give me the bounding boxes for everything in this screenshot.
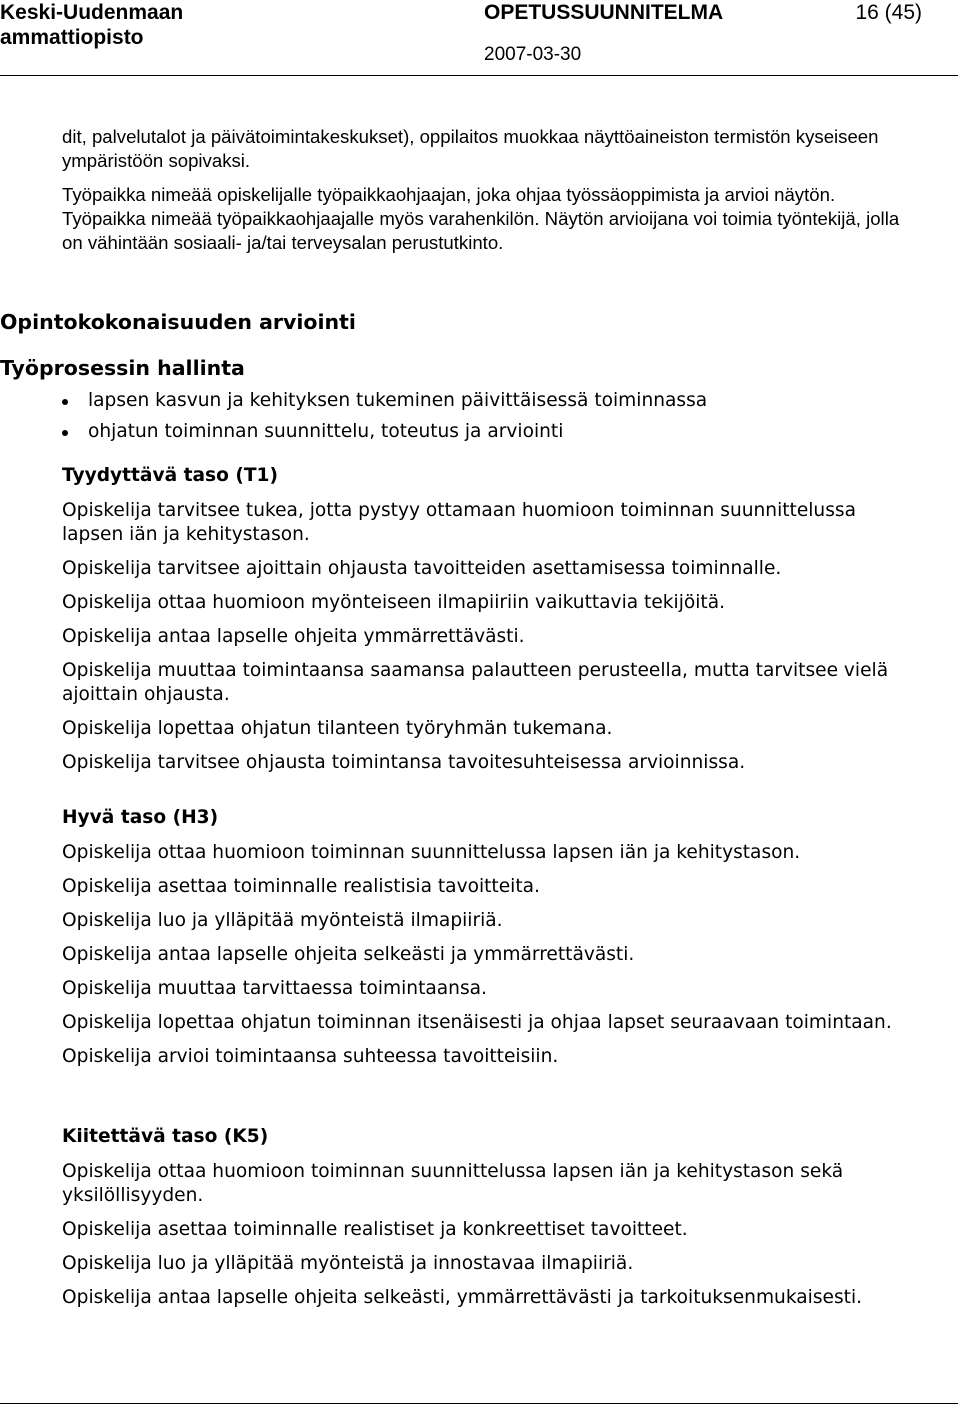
intro-paragraph-1: dit, palvelutalot ja päivätoimintakeskukset), oppilaitos muokkaa näyttöaineiston termistön kyseiseen ympäristöön sopivaksi. (62, 126, 879, 171)
criterion-item: Opiskelija asettaa toiminnalle realistisia tavoitteita. (62, 876, 540, 897)
intro-paragraph-2: Työpaikka nimeää opiskelijalle työpaikkaohjaajan, joka ohjaa työssäoppimista ja arvioi näytön. Työpaikka nimeää työpaikkaohjaajalle myös varahenkilön. Näytön arvioijana voi toimia työntekijä, jolla on vähintään sosiaali- ja/tai terveysalan perustutkinto. (62, 184, 900, 253)
criterion-item: Opiskelija arvioi toimintaansa suhteessa tavoitteisiin. (62, 1046, 559, 1067)
organization-name-line2: ammattiopisto (0, 26, 144, 49)
criterion-item: Opiskelija tarvitsee tukea, jotta pystyy ottamaan huomioon toiminnan suunnittelussa lapsen iän ja kehitystason. (62, 500, 856, 545)
criterion-item: Opiskelija ottaa huomioon toiminnan suunnittelussa lapsen iän ja kehitystason sekä yksilöllisyyden. (62, 1161, 844, 1206)
page-number: 16 (45) (855, 1, 922, 24)
criterion-item: Opiskelija luo ja ylläpitää myönteistä ilmapiiriä. (62, 910, 503, 931)
level-title-k5: Kiitettävä taso (K5) (62, 1126, 269, 1147)
criterion-item: Opiskelija antaa lapselle ohjeita ymmärrettävästi. (62, 626, 525, 647)
criterion-item: Opiskelija antaa lapselle ohjeita selkeästi, ymmärrettävästi ja tarkoituksenmukaisesti. (62, 1287, 863, 1308)
competence-bullet-list (0, 388, 707, 450)
level-title-h3: Hyvä taso (H3) (62, 807, 219, 828)
criteria-list-t1 (62, 499, 922, 785)
bullet-text: lapsen kasvun ja kehityksen tukeminen päivittäisessä toiminnassa (88, 390, 708, 411)
document-date: 2007-03-30 (484, 44, 582, 65)
document-title: OPETUSSUUNNITELMA (484, 1, 724, 24)
criterion-item: Opiskelija antaa lapselle ohjeita selkeästi ja ymmärrettävästi. (62, 944, 635, 965)
criterion-item: Opiskelija tarvitsee ajoittain ohjausta tavoitteiden asettamisessa toiminnalle. (62, 558, 782, 579)
section-subtitle: Työprosessin hallinta (0, 356, 245, 380)
bullet-icon (62, 430, 68, 436)
criterion-item: Opiskelija muuttaa tarvittaessa toimintaansa. (62, 978, 487, 999)
bullet-item (0, 419, 707, 450)
section-title: Opintokokonaisuuden arviointi (0, 310, 356, 334)
criterion-item: Opiskelija luo ja ylläpitää myönteistä ja innostavaa ilmapiiriä. (62, 1253, 634, 1274)
footer-divider (0, 1403, 958, 1404)
level-title-t1: Tyydyttävä taso (T1) (62, 465, 278, 486)
bullet-text: ohjatun toiminnan suunnittelu, toteutus ja arviointi (88, 421, 564, 442)
criteria-list-k5 (62, 1160, 922, 1320)
criterion-item: Opiskelija ottaa huomioon toiminnan suunnittelussa lapsen iän ja kehitystason. (62, 842, 801, 863)
bullet-icon (62, 399, 68, 405)
criteria-list-h3 (62, 841, 922, 1079)
bullet-item (0, 388, 707, 419)
criterion-item: Opiskelija asettaa toiminnalle realistiset ja konkreettiset tavoitteet. (62, 1219, 688, 1240)
organization-name (0, 0, 183, 50)
criterion-item: Opiskelija lopettaa ohjatun toiminnan itsenäisesti ja ohjaa lapset seuraavaan toimintaan. (62, 1012, 892, 1033)
criterion-item: Opiskelija tarvitsee ohjausta toimintansa tavoitesuhteisessa arvioinnissa. (62, 752, 746, 773)
organization-name-line1: Keski-Uudenmaan (0, 1, 184, 24)
criterion-item: Opiskelija ottaa huomioon myönteiseen ilmapiiriin vaikuttavia tekijöitä. (62, 592, 726, 613)
criterion-item: Opiskelija lopettaa ohjatun tilanteen työryhmän tukemana. (62, 718, 613, 739)
criterion-item: Opiskelija muuttaa toimintaansa saamansa palautteen perusteella, mutta tarvitsee vielä ajoittain ohjausta. (62, 660, 889, 705)
header-divider (0, 75, 958, 76)
